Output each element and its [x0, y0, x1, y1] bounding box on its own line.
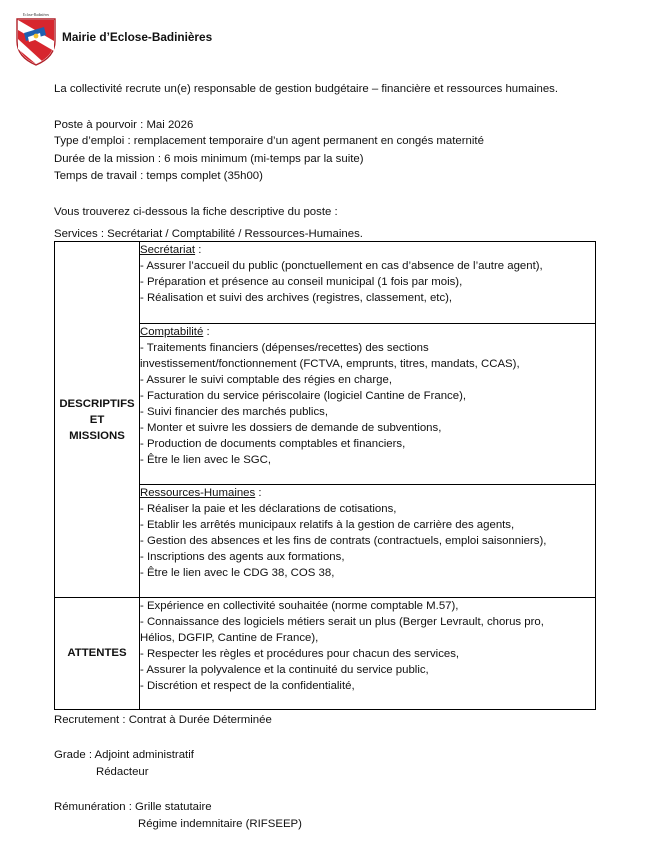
section-title: Secrétariat [140, 244, 196, 256]
list-item: - Monter et suivre les dossiers de demande de subventions, [140, 422, 442, 434]
section-title-suffix: : [203, 326, 210, 338]
list-item: - Inscriptions des agents aux formations, [140, 551, 345, 563]
missions-heading-line: MISSIONS [69, 429, 125, 442]
list-item: - Assurer l’accueil du public (ponctuellement en cas d’absence de l’autre agent), [140, 260, 543, 272]
list-item: - Être le lien avec le SGC, [140, 454, 272, 466]
list-item: - Gestion des absences et les fins de contrats (contractuels, emploi saisonniers), [140, 535, 547, 547]
list-item: - Respecter les règles et procédures pour chacun des services, [140, 648, 460, 660]
list-item: investissement/fonctionnement (FCTVA, emprunts, titres, mandats, CCAS), [140, 358, 520, 370]
list-item: - Être le lien avec le CDG 38, COS 38, [140, 567, 335, 579]
fiche-intro: Vous trouverez ci-dessous la fiche descriptive du poste : [54, 206, 338, 218]
section-title: Ressources-Humaines [140, 487, 256, 499]
list-item: Hélios, DGFIP, Cantine de France), [140, 632, 319, 644]
missions-heading-line: DESCRIPTIFS [59, 397, 135, 410]
table-row [55, 598, 596, 710]
list-item: - Connaissance des logiciels métiers serait un plus (Berger Levrault, chorus pro, [140, 616, 544, 628]
remuneration-line: Rémunération : Grille statutaire [54, 801, 212, 813]
missions-heading-line: ET [89, 413, 105, 426]
detail-type-emploi: Type d’emploi : remplacement temporaire d’un agent permanent en congés maternité [54, 135, 484, 147]
recrutement-line: Recrutement : Contrat à Durée Déterminée [54, 714, 272, 726]
list-item: - Expérience en collectivité souhaitée (norme comptable M.57), [140, 600, 459, 612]
section-title-suffix: : [255, 487, 262, 499]
grade-line: Grade : Adjoint administratif [54, 749, 194, 761]
section-secretariat [140, 242, 596, 324]
mairie-name: Mairie d’Eclose-Badinières [62, 30, 213, 44]
missions-heading [55, 242, 140, 598]
services-line: Services : Secrétariat / Comptabilité / Ressources-Humaines. [54, 228, 363, 240]
commune-crest-logo [14, 11, 58, 67]
intro-text: La collectivité recrute un(e) responsable de gestion budgétaire – financière et ressources humaines. [54, 83, 559, 95]
remuneration-second: Régime indemnitaire (RIFSEEP) [138, 818, 302, 830]
list-item: - Préparation et présence au conseil municipal (1 fois par mois), [140, 276, 463, 288]
list-item: - Etablir les arrêtés municipaux relatifs à la gestion de carrière des agents, [140, 519, 515, 531]
section-attentes [140, 598, 596, 710]
section-title: Comptabilité [140, 326, 204, 338]
list-item: - Discrétion et respect de la confidentialité, [140, 680, 355, 692]
list-item: - Assurer la polyvalence et la continuité du service public, [140, 664, 429, 676]
section-title-suffix: : [195, 244, 202, 256]
job-description-table [54, 241, 596, 710]
detail-duree: Durée de la mission : 6 mois minimum (mi-temps par la suite) [54, 153, 364, 165]
section-comptabilite [140, 324, 596, 485]
list-item: - Réaliser la paie et les déclarations de cotisations, [140, 503, 397, 515]
grade-second: Rédacteur [96, 766, 149, 778]
detail-temps-travail: Temps de travail : temps complet (35h00) [54, 170, 263, 182]
list-item: - Suivi financier des marchés publics, [140, 406, 329, 418]
crest-caption: Eclose-Badinières [22, 13, 50, 17]
table-row [55, 242, 596, 324]
list-item: - Traitements financiers (dépenses/recettes) des sections [140, 342, 429, 354]
list-item: - Facturation du service périscolaire (logiciel Cantine de France), [140, 390, 467, 402]
section-ressources-humaines [140, 485, 596, 598]
detail-poste: Poste à pourvoir : Mai 2026 [54, 119, 194, 131]
attentes-heading: ATTENTES [55, 598, 140, 710]
list-item: - Réalisation et suivi des archives (registres, classement, etc), [140, 292, 453, 304]
list-item: - Production de documents comptables et financiers, [140, 438, 406, 450]
list-item: - Assurer le suivi comptable des régies en charge, [140, 374, 392, 386]
